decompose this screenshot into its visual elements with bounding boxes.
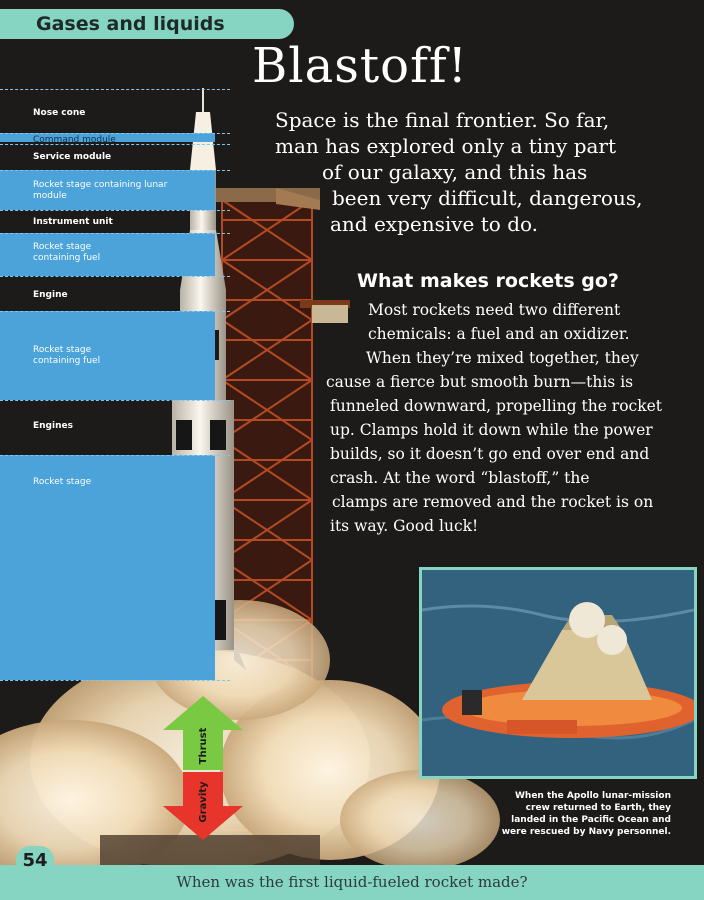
body-line: up. Clamps hold it down while the power [330, 421, 653, 439]
section-body [326, 298, 702, 538]
dash-line [0, 233, 230, 234]
label-engines: Engines [33, 421, 73, 431]
section-tab: Gases and liquids [0, 9, 294, 39]
intro-line: been very difficult, dangerous, [332, 186, 643, 210]
label-engine: Engine [33, 290, 68, 300]
force-arrows [158, 696, 248, 840]
dash-line [0, 89, 230, 90]
dash-line [0, 400, 230, 401]
photo-caption [500, 790, 671, 838]
intro-line: and expensive to do. [330, 212, 539, 236]
gravity-label: Gravity [198, 781, 209, 823]
dash-line [0, 455, 230, 456]
body-line: its way. Good luck! [330, 517, 479, 535]
apollo-capsule-image [422, 570, 694, 776]
dash-line [0, 311, 230, 312]
body-line: builds, so it doesn’t go end over end and [330, 445, 650, 463]
intro-line: of our galaxy, and this has [322, 160, 588, 184]
label-command-module: Command module [33, 135, 116, 145]
thrust-label: Thrust [198, 727, 209, 765]
body-line: crash. At the word “blastoff,” the [330, 469, 590, 487]
intro-line: man has explored only a tiny part [275, 134, 617, 158]
label-instrument-unit: Instrument unit [33, 217, 113, 227]
label-service-module: Service module [33, 152, 112, 162]
caption-line: crew returned to Earth, they [525, 803, 671, 813]
intro-line: Space is the final frontier. So far, [275, 108, 610, 132]
body-line: clamps are removed and the rocket is on [332, 493, 654, 511]
label-nose-cone: Nose cone [33, 108, 86, 118]
label-fuel-stage-2: Rocket stage containing fuel [33, 345, 101, 366]
page-title: Blastoff! [252, 38, 468, 94]
body-line: When they’re mixed together, they [366, 349, 639, 367]
body-line: Most rockets need two different [368, 301, 621, 319]
caption-line: landed in the Pacific Ocean and [511, 815, 671, 825]
body-line: funneled downward, propelling the rocket [330, 397, 663, 415]
dash-line [0, 170, 230, 171]
band-rocket-stage [0, 455, 215, 680]
section-heading: What makes rockets go? [357, 270, 619, 292]
dash-line [0, 276, 230, 277]
dash-line [0, 210, 230, 211]
caption-line: When the Apollo lunar-mission [514, 791, 671, 801]
body-line: chemicals: a fuel and an oxidizer. [368, 325, 630, 343]
page-number: 54 [16, 846, 54, 876]
label-fuel-stage-1: Rocket stage containing fuel [33, 242, 101, 263]
dash-line [0, 133, 230, 134]
dash-line [0, 680, 230, 681]
apollo-recovery-photo [419, 567, 697, 779]
label-rocket-stage: Rocket stage [33, 477, 92, 487]
label-lunar-stage: Rocket stage containing lunar module [33, 180, 168, 201]
intro-paragraph [270, 107, 670, 237]
footer-question: When was the first liquid-fueled rocket made? [176, 873, 528, 891]
body-line: cause a fierce but smooth burn—this is [326, 373, 634, 391]
caption-line: were rescued by Navy personnel. [501, 827, 671, 837]
